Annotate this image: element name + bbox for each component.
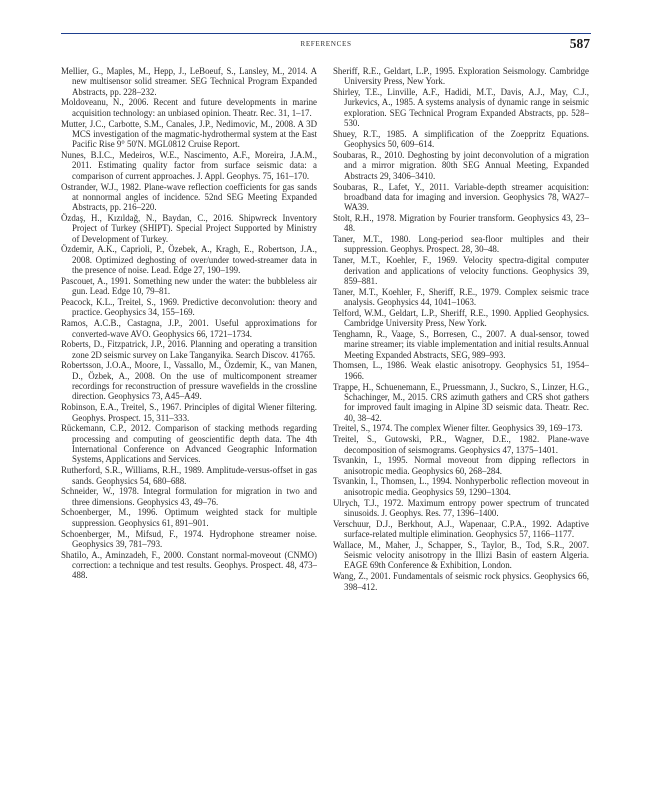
reference-column-right: [333, 66, 589, 592]
reference-entry: Wang, Z., 2001. Fundamentals of seismic rock physics. Geophysics 66, 398–412.: [333, 571, 589, 592]
reference-entry: Nunes, B.I.C., Medeiros, W.E., Nascimento, A.F., Moreira, J.A.M., 2011. Estimating quality factor from surface seismic data: a comparison of current approaches. J. Appl. Geophys. 75, 161–170.: [61, 150, 317, 181]
reference-entry: Trappe, H., Schuenemann, E., Pruessmann, J., Suckro, S., Linzer, H.G., Schachinger, M., 2015. CRS azimuth gathers and CRS shot gathers for improved fault imaging in Alpine 3D seismic data. Theatr. Rec. 40, 38–42.: [333, 381, 589, 423]
reference-entry: Mellier, G., Maples, M., Hepp, J., LeBoeuf, S., Lansley, M., 2014. A new multisensor solid streamer. SEG Technical Program Expanded Abstracts, pp. 228–232.: [61, 66, 317, 97]
reference-entry: Robertsson, J.O.A., Moore, I., Vassallo, M., Özdemir, K., van Manen, D., Özbek, A., 2008. On the use of multicomponent streamer recordings for reconstruction of pressure wavefields in the crossline direction. Geophysics 73, A45–A49.: [61, 360, 317, 402]
reference-entry: Pascouet, A., 1991. Something new under the water: the bubbleless air gun. Lead. Edge 10, 79–81.: [61, 275, 317, 297]
reference-entry: Taner, M.T., Koehler, F., Sheriff, R.E., 1979. Complex seismic trace analysis. Geophysics 44, 1041–1063.: [333, 286, 589, 308]
reference-entry: Rückemann, C.P., 2012. Comparison of stacking methods regarding processing and computing of geoscientific depth data. The 4th International Conference on Advanced Geographic Information Systems, Applications and Services.: [61, 423, 317, 465]
reference-entry: Taner, M.T., 1980. Long-period sea-floor multiples and their suppression. Geophys. Prospect. 28, 30–48.: [333, 234, 589, 255]
reference-entry: Özdemir, A.K., Caprioli, P., Özebek, A., Kragh, E., Robertson, J.A., 2008. Optimized deghosting of over/under towed-streamer data in the presence of noise. Lead. Edge 27, 190–199.: [61, 244, 317, 276]
reference-entry: Thomsen, L., 1986. Weak elastic anisotropy. Geophysics 51, 1954–1966.: [333, 360, 589, 381]
reference-entry: Shirley, T.E., Linville, A.F., Hadidi, M.T., Davis, A.J., May, C.J., Jurkevics, A., 1985. A systems analysis of dynamic range in seismic exploration. SEG Technical Program Expanded Abstracts, pp. 528–530.: [333, 87, 589, 129]
reference-entry: Tsvankin, I., 1995. Normal moveout from dipping reflectors in anisotropic media. Geophysics 60, 268–284.: [333, 455, 589, 476]
reference-entry: Shuey, R.T., 1985. A simplification of the Zoeppritz Equations. Geophysics 50, 609–614.: [333, 128, 589, 150]
reference-entry: Treitel, S., 1974. The complex Wiener filter. Geophysics 39, 169–173.: [333, 423, 583, 434]
reference-entry: Treitel, S., Gutowski, P.R., Wagner, D.E., 1982. Plane-wave decomposition of seismograms. Geophysics 47, 1375–1401.: [333, 434, 589, 455]
reference-entry: Schoenberger, M., 1996. Optimum weighted stack for multiple suppression. Geophysics 61, 891–901.: [61, 507, 317, 528]
reference-column-left: [61, 66, 317, 581]
reference-entry: Tenghamn, R., Vaage, S., Borresen, C., 2007. A dual-sensor, towed marine streamer; its viable implementation and initial results.Annual Meeting Expanded Abstracts, SEG, 989–993.: [333, 328, 589, 360]
running-title: REFERENCES: [300, 40, 352, 48]
reference-entry: Taner, M.T., Koehler, F., 1969. Velocity spectra-digital computer derivation and applications of velocity functions. Geophysics 39, 859–881.: [333, 255, 589, 286]
reference-entry: Stolt, R.H., 1978. Migration by Fourier transform. Geophysics 43, 23–48.: [333, 213, 589, 234]
reference-entry: Ostrander, W.J., 1982. Plane-wave reflection coefficients for gas sands at nonnormal angles of incidence. 52nd SEG Meeting Expanded Abstracts, pp. 216–220.: [61, 181, 317, 213]
reference-entry: Verschuur, D.J., Berkhout, A.J., Wapenaar, C.P.A., 1992. Adaptive surface-related multiple elimination. Geophysics 57, 1166–1177.: [333, 518, 589, 539]
reference-entry: Ramos, A.C.B., Castagna, J.P., 2001. Useful approximations for converted-wave AVO. Geophysics 66, 1721–1734.: [61, 318, 317, 339]
reference-entry: Soubaras, R., 2010. Deghosting by joint deconvolution of a migration and a mirror migration. 80th SEG Annual Meeting, Expanded Abstracts 29, 3406–3410.: [333, 150, 589, 181]
reference-entry: Schoenberger, M., Mifsud, F., 1974. Hydrophone streamer noise. Geophysics 39, 781–793.: [61, 528, 317, 549]
reference-entry: Mutter, J.C., Carbotte, S.M., Canales, J.P., Nedimovic, M., 2008. A 3D MCS investigation of the magmatic-hydrothermal system at the East Pacific Rise 9° 50'N. MGL0812 Cruise Report.: [61, 118, 317, 150]
reference-entry: Soubaras, R., Lafet, Y., 2011. Variable-depth streamer acquisition: broadband data for imaging and inversion. Geophysics 78, WA27–WA39.: [333, 181, 589, 213]
reference-entry: Schneider, W., 1978. Integral formulation for migration in two and three dimensions. Geophysics 43, 49–76.: [61, 486, 317, 507]
reference-entry: Ulrych, T.J., 1972. Maximum entropy power spectrum of truncated sinusoids. J. Geophys. Res. 77, 1396–1400.: [333, 497, 589, 518]
reference-entry: Özdaş, H., Kızıldağ, N., Baydan, C., 2016. Shipwreck Inventory Project of Turkey (SHIPT). Special Project Supported by Ministry of Development of Turkey.: [61, 213, 317, 244]
reference-entry: Shatilo, A., Aminzadeh, F., 2000. Constant normal-moveout (CNMO) correction: a technique and test results. Geophys. Prospect. 48, 473–488.: [61, 549, 317, 581]
reference-entry: Roberts, D., Fitzpatrick, J.P., 2016. Planning and operating a transition zone 2D seismic survey on Lake Tanganyika. Search Discov. 41765.: [61, 339, 317, 360]
reference-entry: Robinson, E.A., Treitel, S., 1967. Principles of digital Wiener filtering. Geophys. Prospect. 15, 311–333.: [61, 402, 317, 423]
header-rule: [61, 33, 591, 34]
reference-entry: Peacock, K.L., Treitel, S., 1969. Predictive deconvolution: theory and practice. Geophysics 34, 155–169.: [61, 297, 317, 318]
reference-entry: Tsvankin, I., Thomsen, L., 1994. Nonhyperbolic reflection moveout in anisotropic media. Geophysics 59, 1290–1304.: [333, 476, 589, 497]
reference-entry: Rutherford, S.R., Williams, R.H., 1989. Amplitude-versus-offset in gas sands. Geophysics 54, 680–688.: [61, 465, 317, 486]
reference-entry: Moldoveanu, N., 2006. Recent and future developments in marine acquisition technology: an unbiased opinion. Theatr. Rec. 31, 1–17.: [61, 97, 317, 118]
reference-entry: Telford, W.M., Geldart, L.P., Sheriff, R.E., 1990. Applied Geophysics. Cambridge University Press, New York.: [333, 307, 589, 329]
page-number: 587: [569, 36, 590, 51]
reference-entry: Sheriff, R.E., Geldart, L.P., 1995. Exploration Seismology. Cambridge University Press, New York.: [333, 66, 589, 87]
reference-entry: Wallace, M., Maher, J., Schapper, S., Taylor, B., Tod, S.R., 2007. Seismic velocity anisotropy in the Illizi Basin of eastern Algeria. EAGE 69th Conference & Exhibition, London.: [333, 539, 589, 571]
